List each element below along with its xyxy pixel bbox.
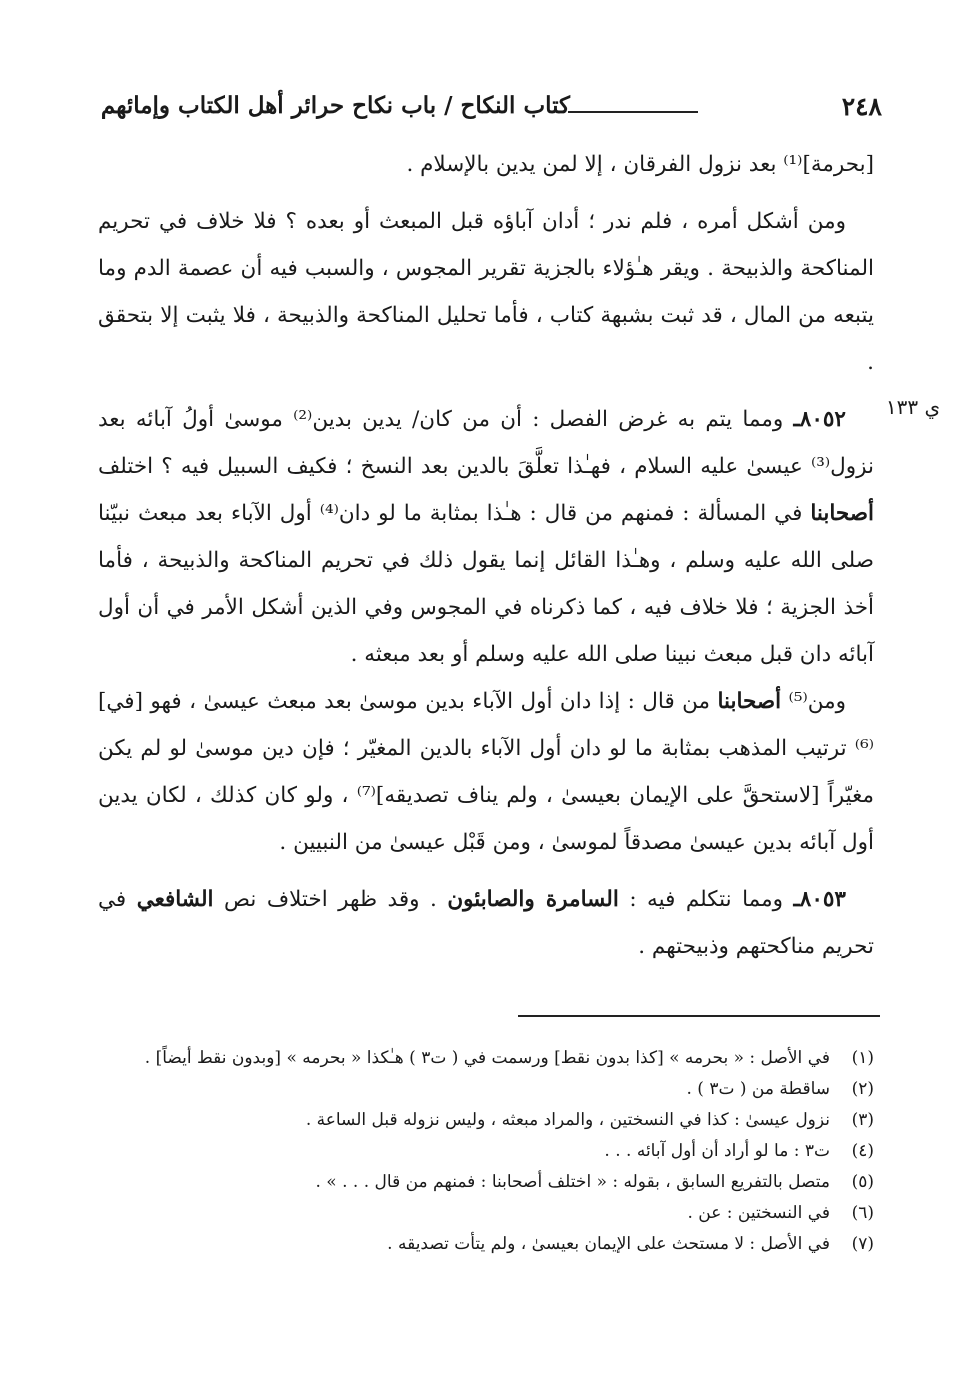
main-text <box>98 141 874 970</box>
page-number: ٢٤٨ <box>841 92 882 121</box>
footnote <box>98 1198 874 1229</box>
footnote-number: (٧) <box>851 1234 874 1254</box>
bold-term: السامرة والصابئون <box>447 887 619 912</box>
footnotes <box>98 1043 874 1260</box>
footnote-text: متصل بالتفريع السابق ، بقوله : « اختلف أصحابنا : فمنهم من قال . . . » . <box>315 1172 830 1192</box>
paragraph <box>98 396 874 678</box>
header-rule <box>568 111 698 113</box>
footnote <box>98 1074 874 1105</box>
footnote <box>98 1105 874 1136</box>
footnote <box>98 1136 874 1167</box>
paragraph-text: من قال : إذا دان أول الآباء بدين موسىٰ بعد مبعث عيسىٰ ، فهو [في]⁽⁶⁾ ترتيب المذهب بمثابة ما لو دان أول الآباء بالدين المغيّر ؛ فإن دين موسىٰ لو لم يكن مغيّراً [لاستحقَّ على الإيمان بعيسىٰ ، ولم يناف تصديقه]⁽⁷⁾ ، ولو كان كذلك ، لكان يدين أول آبائه بدين عيسىٰ مصدقاً لموسىٰ ، ومن قَبْل عيسىٰ من النبيين . <box>98 689 874 855</box>
footnote-number: (٦) <box>851 1203 874 1223</box>
paragraph-text: ومما يتم به غرض الفصل : أن من كان/ يدين بدين⁽²⁾ موسىٰ أولُ آبائه بعد نزول⁽³⁾ عيسىٰ عليه السلام ، فهـٰذا تعلَّقَ بالدين بعد النسخ ؛ فكيف السبيل فيه ؟ اختلف <box>98 407 874 479</box>
paragraph: [بحرمة]⁽¹⁾ بعد نزول الفرقان ، إلا لمن يدين بالإسلام . <box>406 152 874 177</box>
footnote <box>98 1229 874 1260</box>
footnote-text: ساقطة من ( ت٣ ) . <box>686 1079 830 1099</box>
bold-term: أصحابنا <box>717 689 782 714</box>
footnote-text: ت٣ : ما لو أراد أن أول آبائه . . . <box>604 1141 830 1161</box>
margin-reference: ي ١٣٣ <box>885 395 941 419</box>
footnote-number: (٥) <box>851 1172 874 1192</box>
bold-term: الشافعي <box>136 887 214 912</box>
paragraph-text: ومما نتكلم فيه : <box>618 887 794 912</box>
footnote-text: في الأصل : « بحرمه » [كذا بدون نقط] ورسمت في ( ت٣ ) هـٰكذا « بحرمه » [وبدون نقط أيضاً] . <box>144 1048 830 1068</box>
footnote-text: في الأصل : لا مستحث على الإيمان بعيسىٰ ، ولم يتأت تصديقه . <box>387 1234 830 1254</box>
footnote-number: (١) <box>851 1048 874 1068</box>
footnote <box>98 1167 874 1198</box>
paragraph-text: . وقد ظهر اختلاف نص <box>213 887 448 912</box>
running-title: كتاب النكاح / باب نكاح حرائر أهل الكتاب وإمائهم <box>100 92 570 119</box>
paragraph: ومن أشكل أمره ، فلم ندر ؛ أدان آباؤه قبل المبعث أو بعده ؟ فلا خلاف في تحريم المناكحة والذبيحة . ويقر هـٰؤلاء بالجزية تقرير المجوس ، والسبب فيه أن عصمة الدم وما يتبعه من المال ، قد ثبت بشبهة كتاب ، فأما تحليل المناكحة والذبيحة ، فلا يثبت إلا بتحقق . <box>98 209 874 375</box>
bold-term: أصحابنا <box>810 501 875 526</box>
paragraph-text: في المسألة : فمنهم من قال : هـٰذا بمثابة ما لو دان⁽⁴⁾ أول الآباء بعد مبعث نبيّنا صلى الله عليه وسلم ، وهـٰذا القائل إنما يقول ذلك في تحريم المناكحة والذبيحة ، فأما أخذ الجزية ؛ فلا خلاف فيه ، كما ذكرناه في المجوس وفي الذين أشكل الأمر في أن أول آبائه دان قبل مبعث نبينا صلى الله عليه وسلم أو بعد مبعثه . <box>98 501 874 667</box>
paragraph <box>98 876 874 970</box>
footnote-number: (٣) <box>851 1110 874 1130</box>
paragraph <box>98 678 874 866</box>
issue-number: ٨٠٥٣ـ <box>793 887 846 912</box>
footnote-number: (٤) <box>851 1141 874 1161</box>
paragraph-text: ومن⁽⁵⁾ <box>781 689 846 714</box>
issue-number: ٨٠٥٢ـ <box>793 407 846 432</box>
footnote <box>98 1043 874 1074</box>
footnote-separator <box>518 1015 880 1017</box>
footnote-text: في النسختين : عن . <box>687 1203 830 1223</box>
footnote-number: (٢) <box>851 1079 874 1099</box>
page-header <box>100 92 882 126</box>
paragraph-text: في تحريم مناكحتهم وذبيحتهم . <box>98 887 874 959</box>
footnote-text: نزول عيسىٰ : كذا في النسختين ، والمراد مبعثه ، وليس نزوله قبل الساعة . <box>305 1110 830 1130</box>
